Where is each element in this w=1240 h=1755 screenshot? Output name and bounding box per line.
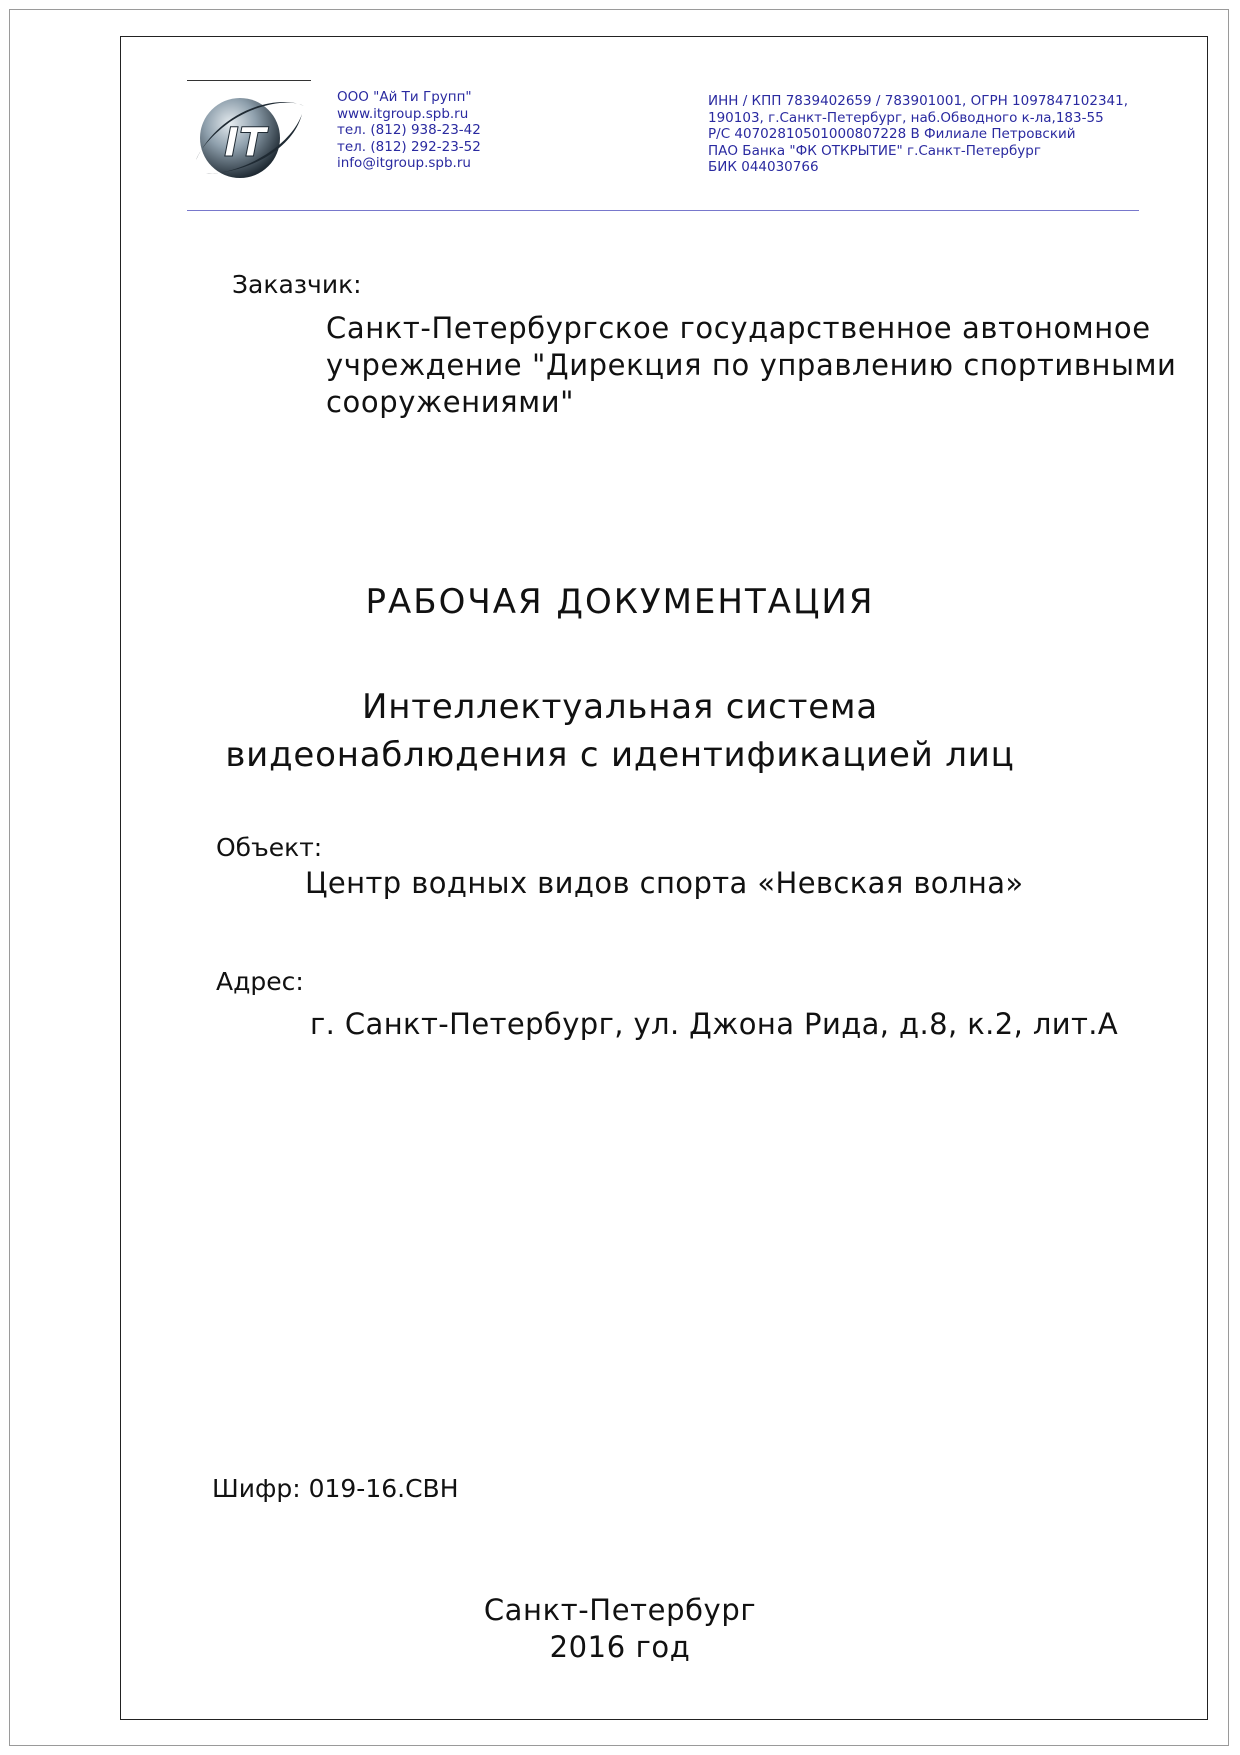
footer-year: 2016 год xyxy=(549,1630,691,1664)
logo-text: IT xyxy=(224,120,267,166)
requisites-line: ИНН / КПП 7839402659 / 783901001, ОГРН 1097847102341, xyxy=(708,93,1129,109)
document-type: РАБОЧАЯ ДОКУМЕНТАЦИЯ xyxy=(365,582,875,622)
company-website: www.itgroup.spb.ru xyxy=(337,105,469,122)
requisites-line: БИК 044030766 xyxy=(708,159,819,175)
requisites-line: 190103, г.Санкт-Петербург, наб.Обводного к-ла,183-55 xyxy=(708,109,1104,126)
footer-city: Санкт-Петербург xyxy=(483,1593,757,1627)
customer-name xyxy=(326,310,1177,421)
company-phone-1: тел. (812) 938-23-42 xyxy=(337,122,481,138)
cipher-code: Шифр: 019-16.СВН xyxy=(212,1474,459,1503)
customer-line: учреждение "Дирекция по управлению спортивными xyxy=(326,348,1177,382)
company-email: info@itgroup.spb.ru xyxy=(337,155,471,171)
customer-line: Санкт-Петербургское государственное автономное xyxy=(326,311,1151,345)
document-title xyxy=(0,683,1240,779)
requisites-line: Р/С 40702810501000807228 В Филиале Петровский xyxy=(708,126,1076,142)
document-title-line: видеонаблюдения с идентификацией лиц xyxy=(225,735,1015,775)
customer-label: Заказчик: xyxy=(232,270,362,299)
company-name: ООО "Ай Ти Групп" xyxy=(337,89,472,105)
object-value: Центр водных видов спорта «Невская волна» xyxy=(305,866,1024,900)
customer-line: сооружениями" xyxy=(326,385,575,419)
company-contacts xyxy=(337,89,481,172)
company-requisites xyxy=(708,93,1128,176)
company-logo xyxy=(190,88,308,184)
header-divider xyxy=(187,210,1139,211)
requisites-line: ПАО Банка "ФК ОТКРЫТИЕ" г.Санкт-Петербург xyxy=(708,142,1041,159)
footer xyxy=(0,1592,1240,1666)
company-phone-2: тел. (812) 292-23-52 xyxy=(337,138,481,155)
object-label: Объект: xyxy=(216,833,323,862)
header-short-line xyxy=(187,80,311,81)
address-label: Адрес: xyxy=(216,967,304,996)
address-value: г. Санкт-Петербург, ул. Джона Рида, д.8, к.2, лит.А xyxy=(310,1007,1119,1041)
document-title-line: Интеллектуальная система xyxy=(361,687,879,727)
